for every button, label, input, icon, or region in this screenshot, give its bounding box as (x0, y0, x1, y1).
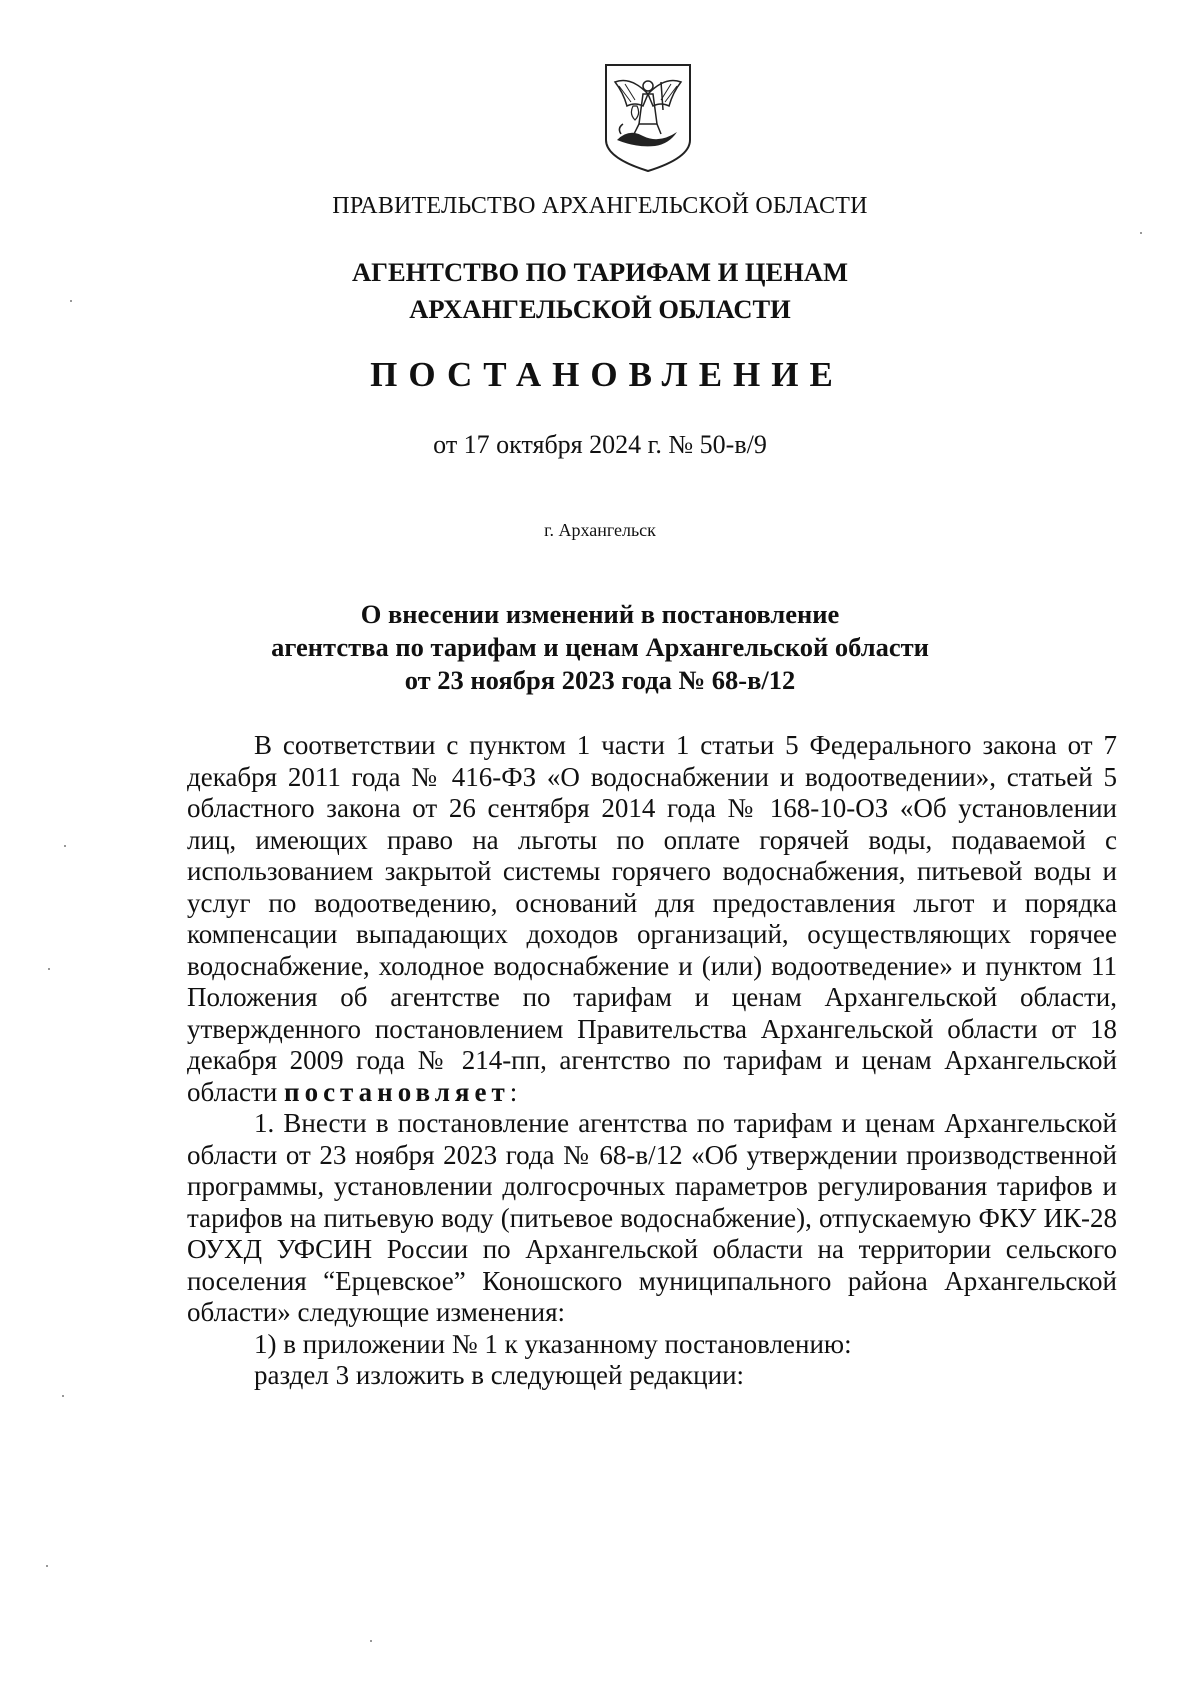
subject-line2: агентства по тарифам и ценам Архангельской области (271, 632, 929, 662)
city: г. Архангельск (544, 520, 656, 540)
arkhangelsk-coat-of-arms-icon (603, 62, 693, 174)
scan-speck (70, 300, 72, 302)
document-body (187, 730, 1117, 1392)
section-3-paragraph: раздел 3 изложить в следующей редакции: (254, 1360, 745, 1390)
clause-1-paragraph: 1. Внести в постановление агентства по тарифам и ценам Архангельской области от 23 ноября 2023 года № 68-в/12 «Об утверждении производственной программы, установлении долгосрочных параметров регулирования тарифов и тарифов на питьевую воду (питьевое водоснабжение), отпускаемую ФКУ ИК-28 ОУХД УФСИН России по Архангельской области на территории сельского поселения “Ерцевское” Коношского муниципального района Архангельской области» следующие изменения: (187, 1108, 1117, 1327)
subject-line3: от 23 ноября 2023 года № 68-в/12 (404, 665, 796, 695)
scan-speck (64, 845, 66, 847)
scan-speck (62, 1395, 64, 1397)
scan-speck (48, 968, 50, 970)
agency-name-line1: АГЕНТСТВО ПО ТАРИФАМ И ЦЕНАМ (352, 257, 848, 287)
document-subject (0, 598, 1200, 697)
subclause-1-paragraph: 1) в приложении № 1 к указанному постановлению: (254, 1328, 852, 1359)
subject-line1: О внесении изменений в постановление (360, 599, 840, 629)
scan-speck (1140, 232, 1142, 234)
preamble-paragraph (187, 730, 1117, 1108)
agency-name-line2: АРХАНГЕЛЬСКОЙ ОБЛАСТИ (409, 294, 791, 324)
government-name: ПРАВИТЕЛЬСТВО АРХАНГЕЛЬСКОЙ ОБЛАСТИ (332, 193, 868, 219)
document-type-title: ПОСТАНОВЛЕНИЕ (370, 355, 844, 394)
scan-speck (46, 1565, 48, 1567)
date-and-number: от 17 октября 2024 г. № 50-в/9 (433, 430, 767, 459)
preamble-text: В соответствии с пунктом 1 части 1 статьи 5 Федерального закона от 7 декабря 2011 года № 416-ФЗ «О водоснабжении и водоотведении», статьей 5 областного закона от 26 сентября 2014 года № 168-10-ОЗ «Об установлении лиц, имеющих право на льготы по оплате горячей воды, подаваемой с использованием закрытой системы горячего водоснабжения, питьевой воды и услуг по водоотведению, оснований для предоставления льгот и порядка компенсации выпадающих доходов организаций, осуществляющих горячее водоснабжение, холодное водоснабжение и (или) водоотведение» и пунктом 11 Положения об агентстве по тарифам и ценам Архангельской области, утвержденного постановлением Правительства Архангельской области от 18 декабря 2009 года № 214-пп, агентство по тарифам и ценам Архангельской области (187, 730, 1117, 1107)
resolves-word: постановляет (284, 1076, 510, 1107)
scan-speck (370, 1640, 372, 1642)
preamble-end: : (509, 1076, 518, 1107)
agency-name (0, 254, 1200, 328)
